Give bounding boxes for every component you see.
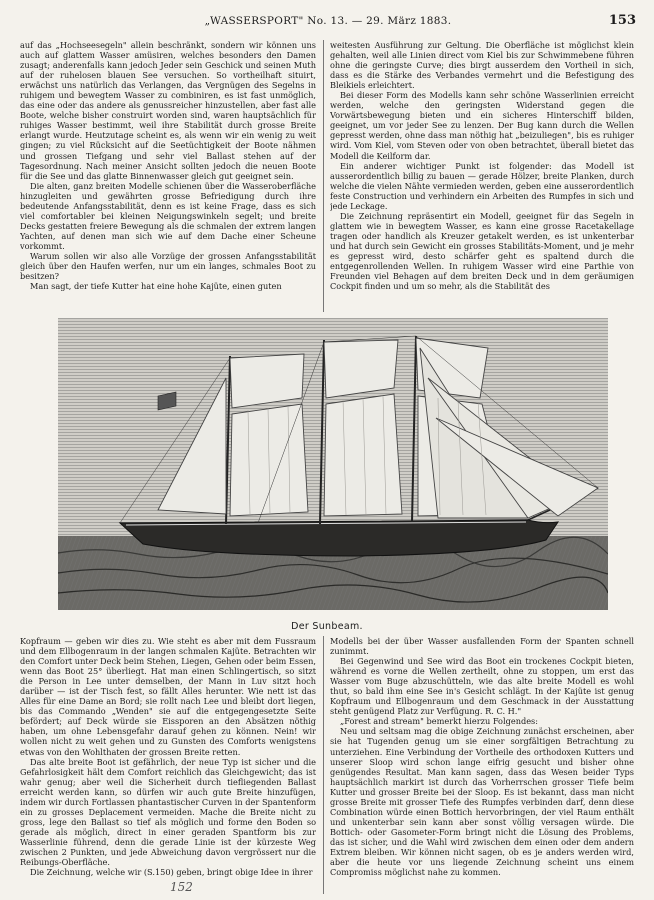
paragraph: Das alte breite Boot ist gefährlich, der neue Typ ist sicher und die Gefahrlosigkeit hält dem Comfort reichlich das Gleichgewicht; das ist wahr genug; aber weil die Sicherheit durch tiefliegenden Ballast erreicht werden kann, so dürfen wir auch gute Breite hinzufügen, indem wir durch Fortlassen phantastischer Curven in der Spantenform ein zu grosses Deplacement vermeiden. Mache die Breite nicht zu gross, lege den Ballast so tief als möglich und forme den Boden so gerade als möglich, direct in einer geraden Spantform bis zur Wasserlinie führend, denn die gerade Linie ist der kürzeste Weg zwischen 2 Punkten, und jede Abweichung davon vergrössert nur die Reibungs-Oberfläche. — [20, 756, 316, 868]
paragraph: Man sagt, der tiefe Kutter hat eine hohe Kajüte, einen guten — [30, 281, 282, 292]
page-number: 153 — [608, 13, 636, 28]
paragraph: weitesten Ausführung zur Geltung. Die Oberfläche ist möglichst klein gehalten, weil alle Linien direct vom Kiel bis zur Schwimmebene führen ohne die geringste Curve; dies birgt ausserdem den Vortheil in sich, dass es die Stärke des Verbandes vermehrt und die Befestigung des Bleikiels erleichtert. — [330, 40, 634, 91]
column-rule-bottom — [323, 636, 324, 894]
paragraph: Neu und seltsam mag die obige Zeichnung zunächst erscheinen, aber sie hat Tugenden genug um sie einer sorgfältigen Betrachtung zu unterziehen. Eine Verbindung der Vortheile des orthodoxen Kutters und unserer Sloop wird schon lange eifrig gesucht und bisher ohne genügendes Resultat. Man kann sagen, dass das Wesen beider Typs hauptsächlich markirt ist durch das Vorherrschen grosser Tiefe beim Kutter und grosser Breite bei der Sloop. Es ist bekannt, dass man nicht grosse Breite mit grosser Tiefe des Rumpfes verbinden darf, denn diese Combination würde einen Bottich hervorbringen, der viel Raum enthält und unkenterbar sein kann aber sonst völlig versagen würde. Die Bottich- oder Gasometer-Form bringt nicht die Lösung des Problems, das ist sicher, und die Wahl wird zwischen dem einen oder dem andern Extrem bleiben. Wir können nicht sagen, ob es je anders werden wird, aber die heute vor uns liegende Zeichnung scheint uns einem Compromiss möglichst nahe zu kommen. — [330, 726, 634, 878]
paragraph: Kopfraum — geben wir dies zu. Wie steht es aber mit dem Fussraum und dem Ellbogenraum in der langen schmalen Kajüte. Betrachten wir den Comfort unter Deck beim Stehen, Liegen, Gehen oder beim Essen, wenn das Boot 25° überliegt. Hat man einen Schlingertisch, so sitzt die Person in Lee unter demselben, der Mann in Luv sitzt hoch darüber — ist der Tisch fest, so fällt Alles herunter. Wie nett ist das Alles für eine Dame an Bord; sie rollt nach Lee und bleibt dort liegen, bis das Commando „Wenden" sie auf die entgegengesetzte Seite befördert; auf Deck würde sie Eissporen an den Absätzen nöthig haben, um ohne Lebensgefahr darauf gehen zu können. Nein! wir wollen nicht zu weit gehen und zu Gunsten des Comforts wenigstens etwas von den Wohlthaten der grossen Breite retten. — [20, 636, 316, 757]
paragraph: Die alten, ganz breiten Modelle schienen über die Wasseroberfläche hinzugleiten und gewährten grosse Befriedigung durch ihre bedeutende Anfangsstabilität, denn es ist keine Frage, dass es sich viel comfortabler bei kleinen Neigungswinkeln segelt; und breite Decks gestatten freiere Bewegung als die schmalen der extrem langen Yachten, auf denen man sich wie auf dem Dache einer Scheune vorkommt. — [20, 180, 316, 251]
page-header — [20, 15, 636, 29]
paragraph: „Forest and stream" bemerkt hierzu Folgendes: — [340, 716, 539, 727]
paragraph: Die Zeichnung repräsentirt ein Modell, geeignet für das Segeln in glattem wie in bewegtem Wasser, es kann eine grosse Racetakellage tragen oder handlich als Kreuzer getakelt werden, es ist unkenterbar und hat durch sein Gewicht ein grosses Stabilitäts-Moment, und je mehr es gepresst wird, desto schärfer geht es spaltend durch die entgegenrollenden Wellen. In ruhigem Wasser wird eine Parthie von Freunden viel Behagen auf dem breiten Deck und in dem geräumigen Cockpit finden und um so mehr, als die Stabilität des — [330, 210, 634, 292]
column-right-top — [330, 40, 634, 312]
figure-caption: Der Sunbeam. — [291, 621, 363, 632]
paragraph: Warum sollen wir also alle Vorzüge der grossen Anfangsstabilität gleich über den Haufen werfen, nur um ein langes, schmales Boot zu besitzen? — [20, 250, 316, 282]
sunbeam-illustration — [58, 318, 608, 610]
paragraph: Bei Gegenwind und See wird das Boot ein trockenes Cockpit bieten, während es vorne die Wellen zertheilt, ohne zu stoppen, um erst das Wasser vom Buge abzuschütteln, wie das alte breite Modell es wohl thut, so bald ihm eine See in's Gesicht schlägt. In der Kajüte ist genug Kopfraum und Ellbogenraum und dem Geschmack in der Ausstattung steht genügend Platz zur Verfügung. R. C. H." — [330, 656, 634, 717]
handwritten-page-note: 152 — [170, 880, 193, 894]
journal-title: „WASSERSPORT" No. 13. — 29. März 1883. — [204, 15, 452, 27]
paragraph: Modells bei der über Wasser ausfallenden Form der Spanten schnell zunimmt. — [330, 636, 634, 657]
column-left-bottom — [20, 636, 316, 894]
column-right-bottom — [330, 636, 634, 894]
column-rule-top — [323, 40, 324, 312]
paragraph: Die Zeichnung, welche wir (S.150) geben, bringt obige Idee in ihrer — [30, 867, 313, 878]
paragraph: Bei dieser Form des Modells kann sehr schöne Wasserlinien erreicht werden, welche den geringsten Widerstand gegen die Vorwärtsbewegung bieten und ein sicheres Hinterschiff bilden, geeignet, um vor jeder See zu lenzen. Der Bug kann durch die Wellen gepresst werden, ohne dass man nöthig hat „beizuliegen", bis es ruhiger wird. Vom Kiel, vom Steven oder von oben betrachtet, überall bietet das Modell die Keilform dar. — [330, 90, 634, 161]
column-left-top — [20, 40, 316, 312]
paragraph: auf das „Hochseesegeln" allein beschränkt, sondern wir können uns auch auf glattem Wasser amüsiren, welches besonders den Damen zusagt; anderenfalls kann jedoch Jeder sein Geschick und seinen Muth auf der ruhelosen blauen See versuchen. So vortheilhaft situirt, erwächst uns natürlich das Verlangen, das Vergnügen des Segelns in ruhigem und bewegtem Wasser zu combiniren, es ist fast unmöglich, das eine oder das andere als genussreicher hinzustellen, aber fast alle Boote, welche bisher construirt worden sind, waren hauptsächlich für ruhiges Wasser bestimmt, weil ihre Stabilität durch grosse Breite erlangt wurde. Heutzutage scheint es, als wenn wir ein wenig zu weit gingen; zu viel Rücksicht auf die Seetüchtigkeit der Boote nähmen und grossen Tiefgang und sehr viel Ballast stehen auf der Tagesordnung. Nach meiner Ansicht sollten jedoch die neuen Boote für die See und das glatte Binnenwasser gleich gut geeignet sein. — [20, 40, 316, 181]
paragraph: Ein anderer wichtiger Punkt ist folgender: das Modell ist ausserordentlich billig zu bauen — gerade Hölzer, breite Planken, durch welche die vielen Nähte vermieden werden, geben eine ausserordentlich feste Construction und verhindern ein Arbeiten des Rumpfes in sich und jede Leckage. — [330, 160, 634, 211]
